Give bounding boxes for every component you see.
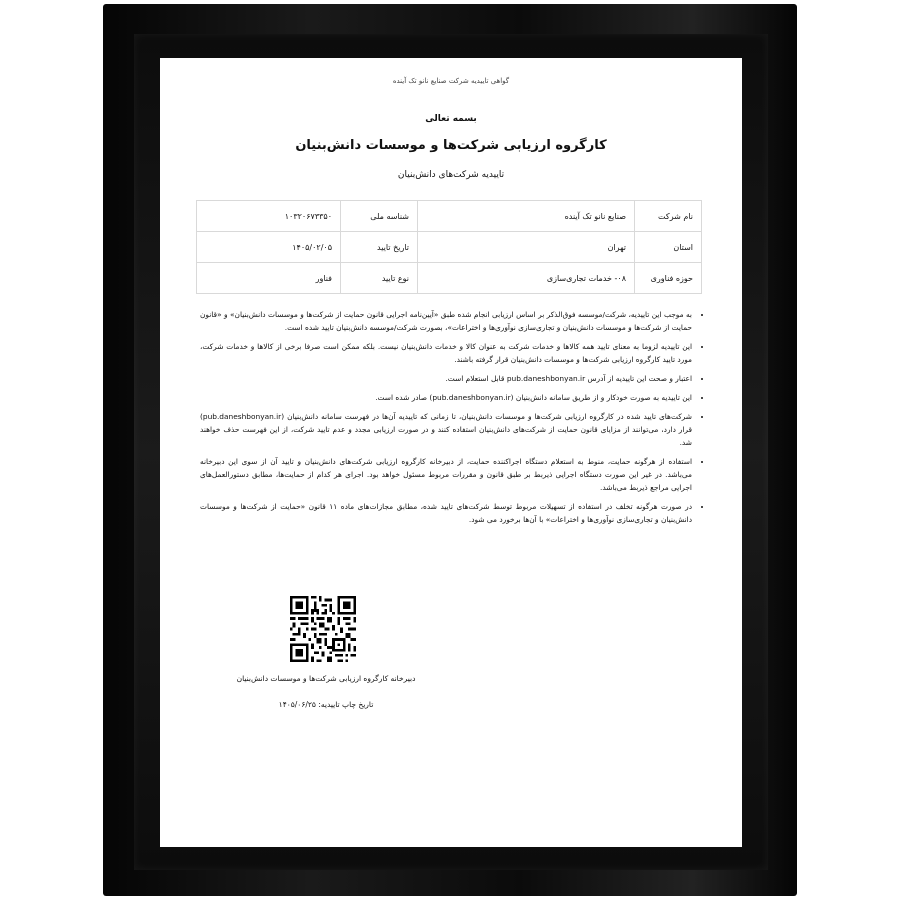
print-date: تاریخ چاپ تاییدیه: ۱۴۰۵/۰۶/۲۵: [278, 700, 374, 709]
approval-type-value: فناور: [197, 263, 341, 294]
certificate-paper: [160, 58, 742, 847]
list-item: • به موجب این تاییدیه، شرکت/موسسه فوق‌الذکر بر اساس ارزیابی انجام شده طبق «آیین‌نامه اجرایی قانون حمایت از شرکت‌ها و موسسات دانش‌بنیان» و «قانون حمایت از شرکت‌ها و موسسات دانش‌بنیان و تجاری‌سازی نوآوری‌ها و اختراعات»، بصورت شرکت/موسسه دانش‌بنیان تایید شده است.: [200, 308, 692, 334]
list-item: • این تاییدیه به صورت خودکار و از طریق سامانه دانش‌بنیان (pub.daneshbonyan.ir) صادر شده است.: [200, 391, 692, 404]
table-row: [197, 232, 702, 263]
table-row: [197, 263, 702, 294]
tech-field-value: ۰۸- خدمات تجاری‌سازی: [418, 263, 635, 294]
national-id-label: شناسه ملی: [341, 201, 418, 232]
bismillah: بسمه تعالی: [425, 114, 477, 124]
secretariat-name: دبیرخانه کارگروه ارزیابی شرکت‌ها و موسسات دانش‌بنیان: [236, 674, 416, 683]
list-item: • در صورت هرگونه تخلف در استفاده از تسهیلات مربوط توسط شرکت‌های تایید شده، مطابق مجازات‌های ماده ۱۱ قانون «حمایت از شرکت‌ها و موسسات دانش‌بنیان و تجاری‌سازی نوآوری‌ها و اختراعات» با آن‌ها برخورد می شود.: [200, 500, 692, 526]
company-info-table: [196, 200, 702, 294]
approval-date-value: ۱۴۰۵/۰۲/۰۵: [197, 232, 341, 263]
company-name-value: صنایع نانو تک آینده: [418, 201, 635, 232]
list-item: • شرکت‌های تایید شده در کارگروه ارزیابی شرکت‌ها و موسسات دانش‌بنیان، تا زمانی که تاییدیه آن‌ها در فهرست سامانه دانش‌بنیان (pub.daneshbonyan.ir) قرار دارد، می‌توانند از مزایای قانون حمایت از شرکت‌های دانش‌بنیان استفاده کنند و در صورت ارزیابی مجدد و عدم تایید شرکت، از این فهرست حذف خواهند شد.: [200, 410, 692, 449]
list-item: • این تاییدیه لزوما به معنای تایید همه کالاها و خدمات شرکت به عنوان کالا و خدمات دانش‌بنیان نیست. بلکه ممکن است صرفا برخی از کالاها و خدمات شرکت، مورد تایید کارگروه ارزیابی شرکت‌ها و موسسات دانش‌بنیان قرار گرفته باشند.: [200, 340, 692, 366]
company-name-label: نام شرکت: [635, 201, 702, 232]
document-subtitle: تاییدیه شرکت‌های دانش‌بنیان: [397, 170, 505, 180]
province-label: استان: [635, 232, 702, 263]
list-item: • اعتبار و صحت این تاییدیه از آدرس pub.daneshbonyan.ir قابل استعلام است.: [200, 372, 692, 385]
approval-date-label: تاریخ تایید: [341, 232, 418, 263]
terms-list: [200, 308, 706, 532]
province-value: تهران: [418, 232, 635, 263]
document-title: کارگروه ارزیابی شرکت‌ها و موسسات دانش‌بنیان: [295, 138, 607, 153]
approval-type-label: نوع تایید: [341, 263, 418, 294]
table-row: [197, 201, 702, 232]
national-id-value: ۱۰۳۲۰۶۷۳۳۵۰: [197, 201, 341, 232]
list-item: • استفاده از هرگونه حمایت، منوط به استعلام دستگاه اجراکننده حمایت، از دبیرخانه کارگروه ارزیابی شرکت‌های دانش‌بنیان و تایید آن از سوی این دبیرخانه می‌باشد. در غیر این صورت دستگاه اجرایی ذیربط بر طبق قانون و مقررات مربوط مسئول خواهد بود. اجرای هر کدام از حمایت‌ها، مطابق دستورالعمل‌های اجرایی مراجع ذیربط می‌باشد.: [200, 455, 692, 494]
header-note: گواهی تاییدیه شرکت صنایع نانو تک آینده: [392, 77, 510, 85]
tech-field-label: حوزه فناوری: [635, 263, 702, 294]
qr-code-icon: [290, 596, 356, 662]
